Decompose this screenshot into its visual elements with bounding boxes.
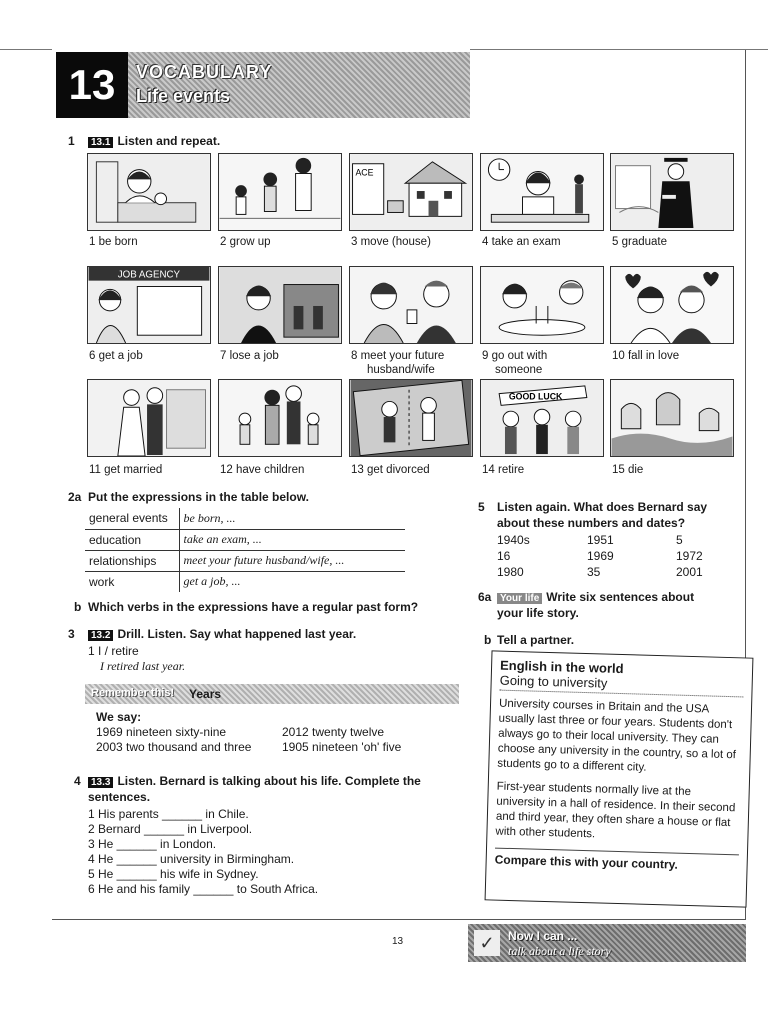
exercise-6a-number: 6a	[478, 590, 492, 604]
exercise-1-instruction	[88, 134, 220, 148]
numbers-column-2	[587, 533, 614, 581]
number-item: 1969	[587, 549, 614, 563]
years-info-box	[85, 684, 459, 760]
number-item: 16	[497, 549, 511, 563]
house-icon	[350, 154, 472, 230]
picture-get-a-job	[87, 266, 211, 344]
children-icon	[219, 154, 341, 230]
caption-line-2: someone	[495, 364, 543, 376]
caption-move-house: 3 move (house)	[351, 236, 431, 248]
caption-get-married: 11 get married	[89, 464, 163, 476]
exercise-4-instruction-cont: sentences.	[88, 790, 151, 804]
now-i-can-label: Now I can ...	[508, 929, 578, 943]
job-agency-icon	[88, 267, 210, 343]
exercise-4-instruction	[88, 774, 421, 788]
exercise-6a-instruction-cont: your life story.	[497, 606, 579, 620]
ace-sign: ACE	[355, 167, 374, 178]
years-banner-label: Remember this!	[91, 687, 175, 699]
grave-icon	[611, 380, 733, 456]
graduate-icon	[611, 154, 733, 230]
caption-have-children: 12 have children	[220, 464, 305, 476]
exercise-5-instruction-cont: about these numbers and dates?	[497, 516, 686, 530]
year-example: 2012 twenty twelve	[282, 725, 385, 739]
gap-fill-item[interactable]: 4 He ______ university in Birmingham.	[88, 852, 295, 866]
exercise-6a-instruction	[497, 590, 694, 604]
picture-get-divorced	[349, 379, 473, 457]
number-item: 35	[587, 565, 601, 579]
number-item: 5	[676, 533, 683, 547]
table-row	[85, 571, 405, 592]
table-row-label: relationships	[85, 550, 179, 571]
unit-header	[128, 52, 470, 118]
caption-retire: 14 retire	[482, 464, 525, 476]
couple-meet-icon	[350, 267, 472, 343]
exercise-3-instruction	[88, 627, 356, 641]
table-row-label: general events	[85, 508, 179, 529]
exercise-2a-instruction: Put the expressions in the table below.	[88, 490, 309, 504]
box-compare-prompt: Compare this with your country.	[495, 848, 739, 874]
caption-take-exam: 4 take an exam	[482, 236, 561, 248]
audio-track-badge[interactable]: 13.1	[88, 137, 113, 148]
box-paragraph: University courses in Britain and the USA usually last three or four years. Students don't always go to their local university. They can choose any university in the country, so a lot of students go to a different city.	[497, 697, 737, 774]
page-edge-line	[0, 49, 52, 50]
years-banner	[85, 684, 459, 704]
english-in-the-world-box	[485, 650, 754, 907]
expressions-table	[85, 508, 405, 592]
lose-job-icon	[219, 267, 341, 343]
caption-lose-a-job: 7 lose a job	[220, 350, 279, 362]
caption-be-born: 1 be born	[89, 236, 138, 248]
caption-line-1: 9 go out with	[482, 350, 548, 362]
exercise-3-text: Drill. Listen. Say what happened last year.	[117, 627, 357, 641]
exercise-4-number: 4	[74, 774, 81, 788]
table-row-answer[interactable]: get a job, ...	[183, 574, 241, 589]
divorce-icon	[350, 380, 472, 456]
year-example: 1905 nineteen 'oh' five	[282, 740, 402, 754]
exercise-3-number: 3	[68, 627, 75, 641]
your-life-badge: Your life	[497, 593, 542, 604]
picture-retire	[480, 379, 604, 457]
table-row	[85, 529, 405, 550]
numbers-column-1	[497, 533, 530, 581]
box-paragraph: First-year students normally live at the university in a hall of residence. In their second and third year, they often share a house or flat with other students.	[495, 780, 736, 841]
exercise-1-number: 1	[68, 134, 75, 148]
caption-line-1: 8 meet your future	[351, 350, 445, 362]
exercise-6a-text: Write six sentences about	[546, 590, 695, 604]
exercise-6b-instruction: Tell a partner.	[497, 633, 575, 647]
year-example: 2003 two thousand and three	[96, 740, 252, 754]
number-item: 1940s	[497, 533, 530, 547]
drill-example-answer: I retired last year.	[100, 659, 186, 673]
exercise-5-instruction: Listen again. What does Bernard say	[497, 500, 708, 514]
unit-title: Life events	[136, 86, 231, 106]
exercise-2a-number: 2a	[68, 490, 82, 504]
gap-fill-item[interactable]: 3 He ______ in London.	[88, 837, 217, 851]
exercise-6b-number: b	[484, 633, 492, 647]
number-item: 1980	[497, 565, 524, 579]
exam-icon	[481, 154, 603, 230]
table-row-answer[interactable]: meet your future husband/wife, ...	[179, 550, 405, 571]
now-i-can-banner	[468, 924, 746, 962]
checkmark-icon: ✓	[474, 930, 500, 956]
caption-get-a-job: 6 get a job	[89, 350, 143, 362]
caption-go-out-with-someone	[482, 349, 547, 377]
box-heading: English in the world	[499, 657, 624, 677]
table-row-label: work	[85, 571, 179, 592]
audio-track-badge[interactable]: 13.3	[88, 777, 113, 788]
date-icon	[481, 267, 603, 343]
good-luck-banner: GOOD LUCK	[508, 391, 563, 402]
picture-go-out-with-someone	[480, 266, 604, 344]
unit-number: 13	[56, 52, 128, 118]
caption-line-2: husband/wife	[367, 364, 435, 376]
caption-get-divorced: 13 get divorced	[351, 464, 430, 476]
drill-prompt: 1 I / retire	[88, 644, 139, 658]
years-title: Years	[189, 687, 222, 701]
baby-icon	[88, 154, 210, 230]
picture-fall-in-love	[610, 266, 734, 344]
number-item: 2001	[676, 565, 703, 579]
numbers-column-3	[676, 533, 703, 581]
caption-fall-in-love: 10 fall in love	[612, 350, 680, 362]
table-row-answer[interactable]: take an exam, ...	[179, 529, 405, 550]
caption-die: 15 die	[612, 464, 644, 476]
exercise-5-number: 5	[478, 500, 485, 514]
table-row-answer[interactable]: be born, ...	[179, 508, 405, 529]
caption-grow-up: 2 grow up	[220, 236, 271, 248]
exercise-1-text: Listen and repeat.	[117, 134, 221, 148]
exercise-2b-instruction: Which verbs in the expressions have a regular past form?	[88, 600, 419, 614]
picture-graduate	[610, 153, 734, 231]
table-row-label: education	[85, 529, 179, 550]
table-row	[85, 508, 405, 529]
family-icon	[219, 380, 341, 456]
picture-meet-future-husband-wife	[349, 266, 473, 344]
picture-get-married	[87, 379, 211, 457]
gap-fill-item[interactable]: 6 He and his family ______ to South Africa.	[88, 882, 319, 896]
box-subheading: Going to university	[499, 673, 743, 698]
exercise-4-text: Listen. Bernard is talking about his life. Complete the	[117, 774, 421, 788]
number-item: 1972	[676, 549, 703, 563]
picture-die	[610, 379, 734, 457]
job-agency-sign: JOB AGENCY	[117, 269, 181, 281]
wedding-icon	[88, 380, 210, 456]
picture-have-children	[218, 379, 342, 457]
caption-graduate: 5 graduate	[612, 236, 667, 248]
page-number: 13	[392, 936, 404, 947]
table-row	[85, 550, 405, 571]
picture-move-house	[349, 153, 473, 231]
picture-lose-a-job	[218, 266, 342, 344]
picture-grow-up	[218, 153, 342, 231]
retire-icon	[481, 380, 603, 456]
gap-fill-item[interactable]: 2 Bernard ______ in Liverpool.	[88, 822, 253, 836]
can-do-statement: talk about a life story	[508, 944, 611, 958]
unit-kicker: VOCABULARY	[136, 62, 273, 82]
number-item: 1951	[587, 533, 614, 547]
year-example: 1969 nineteen sixty-nine	[96, 725, 227, 739]
heart-icon	[611, 267, 733, 343]
caption-meet-future-husband-wife	[351, 349, 444, 377]
picture-take-exam	[480, 153, 604, 231]
exercise-2b-number: b	[74, 600, 82, 614]
gap-fill-item[interactable]: 1 His parents ______ in Chile.	[88, 807, 249, 821]
gap-fill-item[interactable]: 5 He ______ his wife in Sydney.	[88, 867, 259, 881]
we-say-label: We say:	[96, 710, 142, 724]
picture-be-born	[87, 153, 211, 231]
audio-track-badge[interactable]: 13.2	[88, 630, 113, 641]
